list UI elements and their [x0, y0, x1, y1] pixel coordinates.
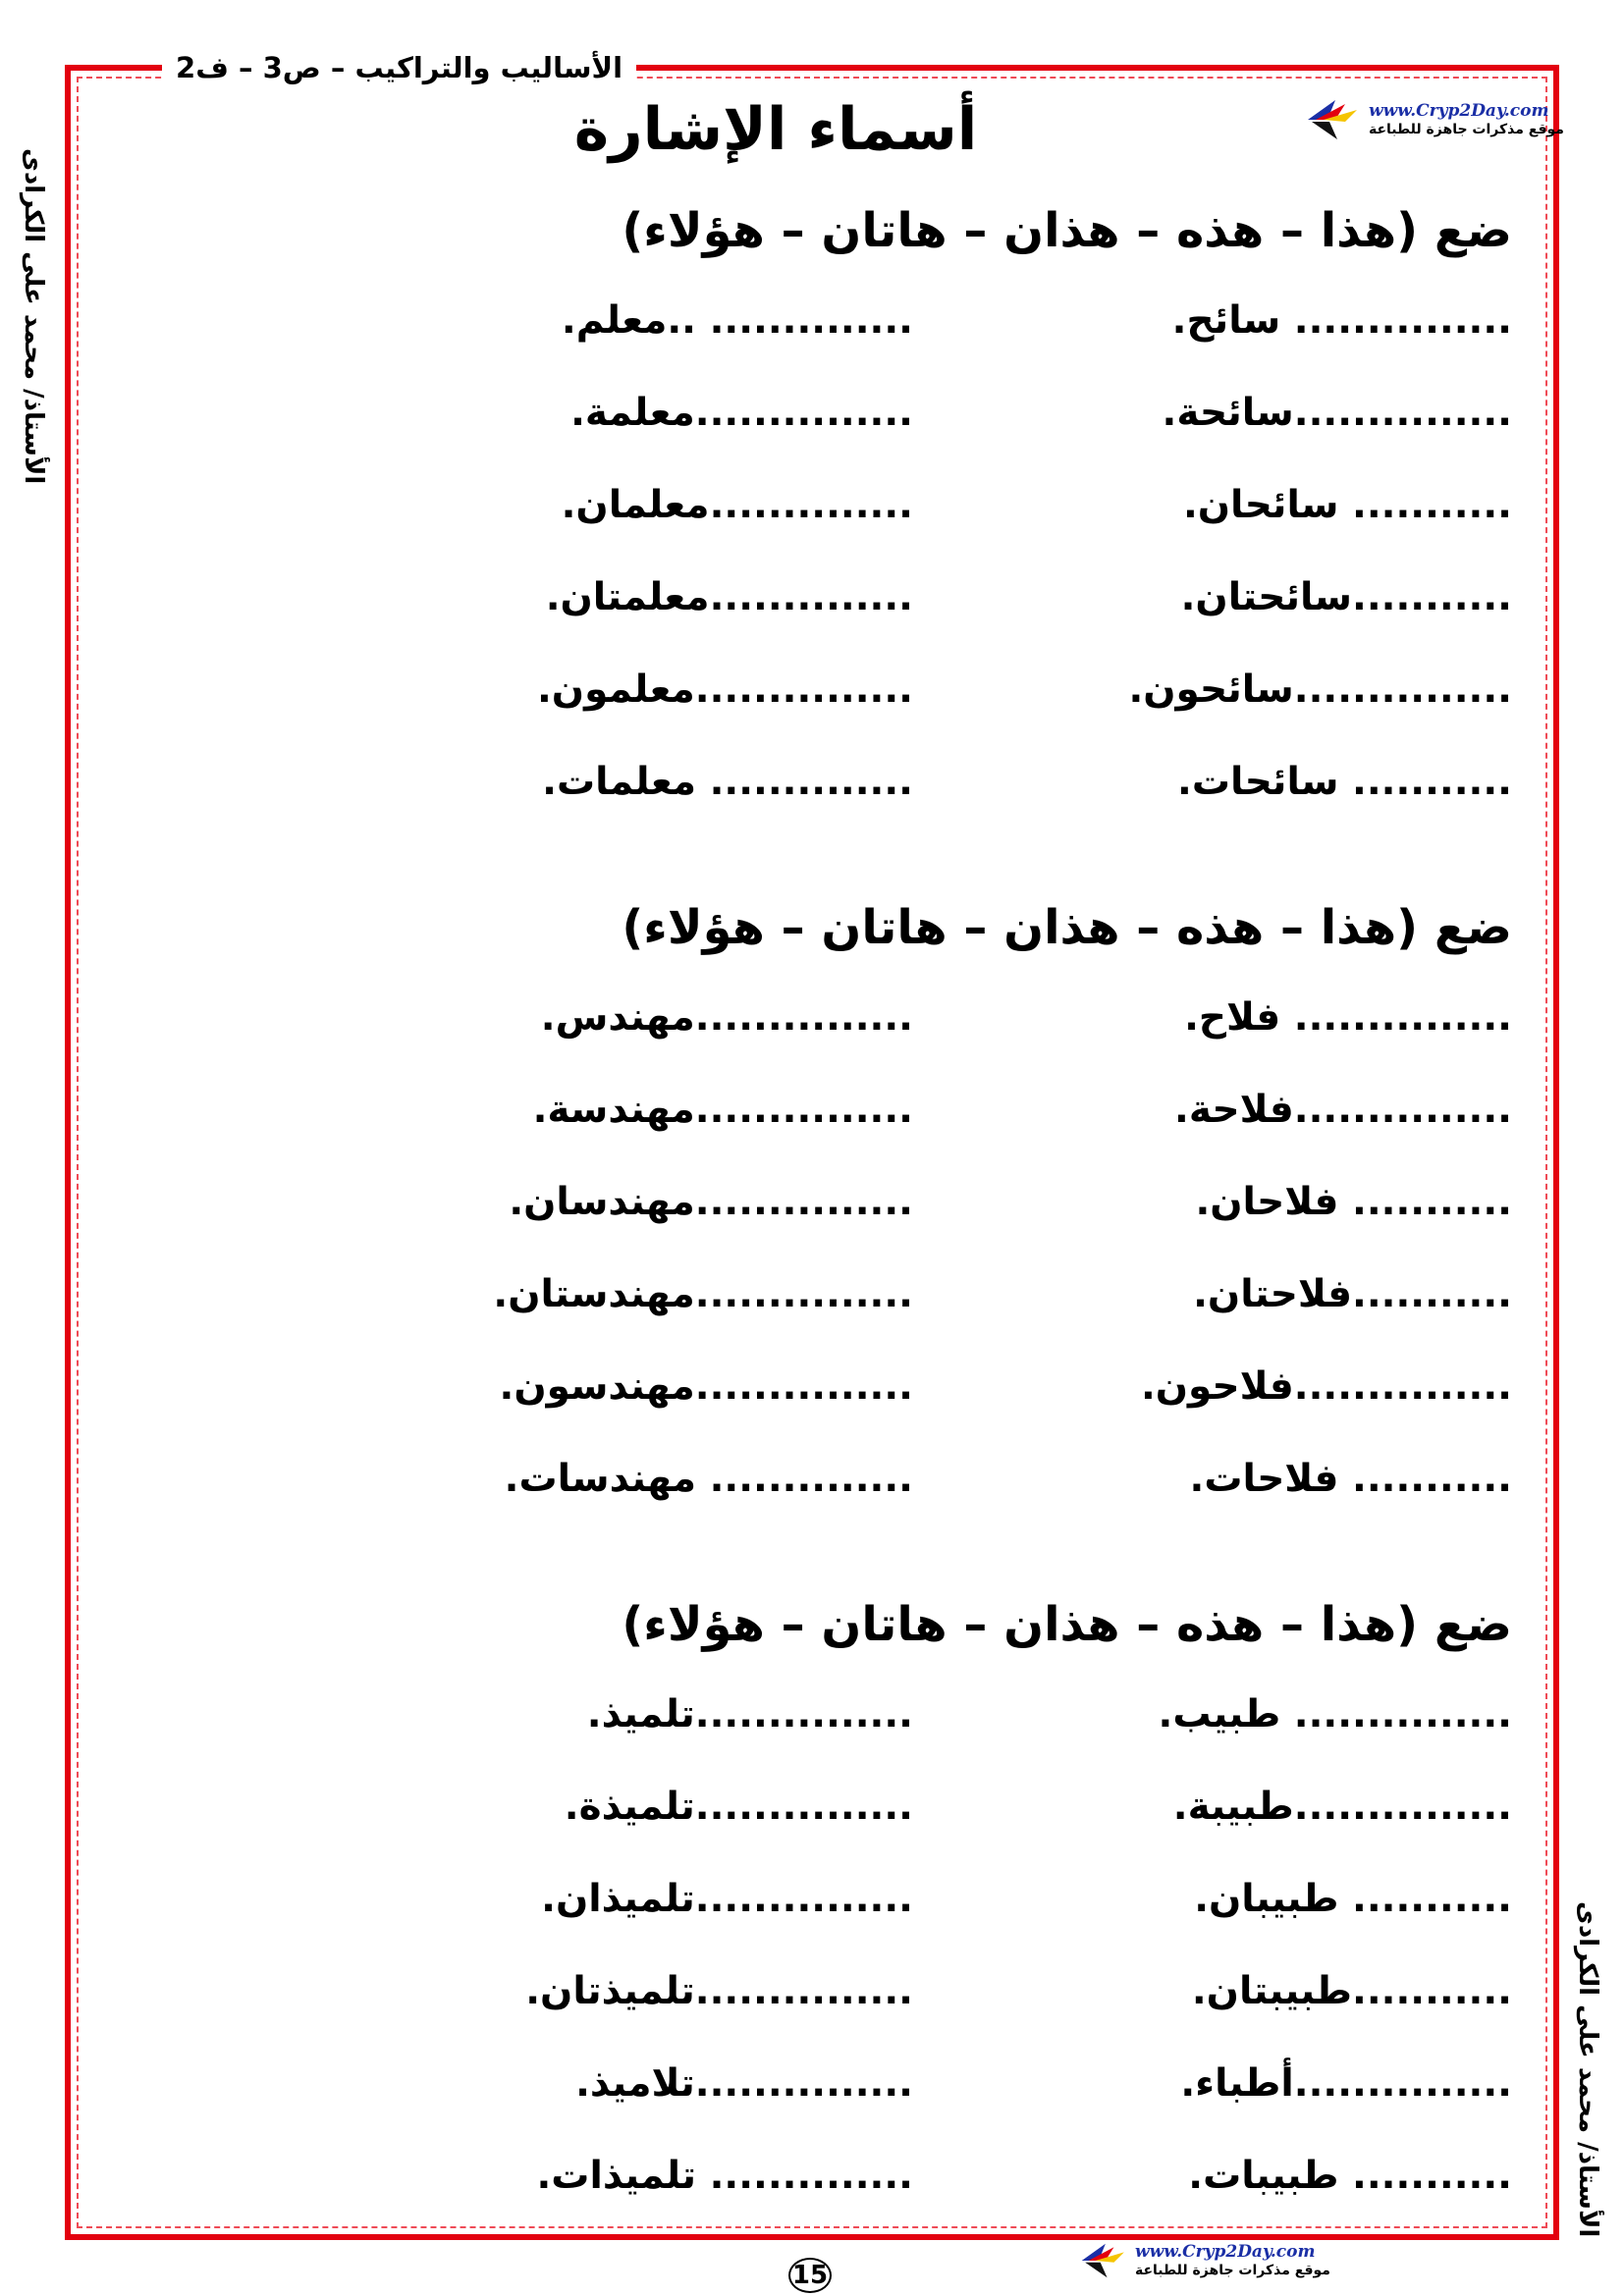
logo-tagline: موقع مذكرات جاهزة للطباعة [1135, 2263, 1330, 2278]
exercise-item: ..............معلمتان. [545, 575, 913, 619]
exercise-item: ...............تلميذ. [586, 1692, 913, 1736]
page-title: أسماء الإشارة [573, 95, 978, 164]
right-column [913, 972, 1512, 1525]
exercise-item: ...........طبيبتان. [1191, 1969, 1512, 2013]
exercise-item: .............. معلمات. [542, 760, 913, 804]
exercise-item: ...............تلميذتان. [525, 1969, 913, 2013]
exercise-item: ........... فلاحان. [1195, 1180, 1512, 1224]
exercise-item: ...............فلاحة. [1174, 1088, 1512, 1132]
page-number: 15 [788, 2258, 832, 2293]
exercise-grid [295, 972, 1512, 1525]
exercise-item: ...............معلمون. [536, 667, 913, 712]
exercise-item: ........... فلاحات. [1189, 1457, 1512, 1501]
teacher-name-left: الأستاذ/ محمد على الكرادى [13, 146, 54, 425]
exercise-item: ............... طبيب. [1158, 1692, 1512, 1736]
exercise-item: ...............مهندسة. [532, 1088, 913, 1132]
exercise-item: .............. تلميذات. [536, 2154, 913, 2198]
instruction: ضع (هذا – هذه – هذان – هاتان – هؤلاء) [622, 203, 1512, 258]
right-column [913, 1669, 1512, 2222]
exercise-item: ...............تلميذة. [564, 1785, 913, 1829]
exercise-grid [295, 275, 1512, 828]
exercise-item: ........... سائحان. [1182, 483, 1512, 527]
teacher-name-right: الأستاذ/ محمد على الكرادى [1567, 1899, 1608, 2178]
logo-tagline: موقع مذكرات جاهزة للطباعة [1369, 122, 1564, 137]
header-label: الأساليب والتراكيب – ص3 – ف2 [162, 51, 636, 84]
left-column [314, 1669, 913, 2222]
exercise-item: ...........سائحتان. [1180, 575, 1512, 619]
exercise-item: ............... فلاح. [1184, 995, 1512, 1040]
exercise-item: ...........فلاحتان. [1193, 1272, 1512, 1316]
instruction: ضع (هذا – هذه – هذان – هاتان – هؤلاء) [622, 1597, 1512, 1652]
logo-icon [1080, 2241, 1129, 2280]
exercise-item: ...............فلاحون. [1140, 1364, 1512, 1409]
exercise-item: ...............سائحة. [1162, 391, 1512, 435]
left-column [314, 972, 913, 1525]
exercise-item: ............... سائح. [1171, 298, 1512, 343]
exercise-section-2 [295, 883, 1512, 1525]
instruction: ضع (هذا – هذه – هذان – هاتان – هؤلاء) [622, 900, 1512, 955]
exercise-item: ...............تلاميذ. [575, 2061, 913, 2106]
exercise-item: ...............أطباء. [1180, 2061, 1512, 2106]
exercise-item: ........... طبيبات. [1188, 2154, 1512, 2198]
exercise-item: ...............تلميذان. [541, 1877, 913, 1921]
exercise-item: .............. مهندسات. [504, 1457, 913, 1501]
exercise-item: .............. ..معلم. [561, 298, 913, 343]
exercise-item: ...............مهندستان. [493, 1272, 913, 1316]
logo-url: www.Cryp2Day.com [1135, 2242, 1316, 2262]
exercise-section-1 [295, 187, 1512, 828]
site-logo-bottom [1080, 2241, 1330, 2280]
exercise-item: ...............معلمة. [570, 391, 913, 435]
logo-icon [1306, 98, 1363, 141]
exercise-item: ...............مهندسون. [499, 1364, 913, 1409]
exercise-item: ...............مهندس. [540, 995, 913, 1040]
exercise-section-3 [295, 1580, 1512, 2222]
exercise-item: ...............سائحون. [1128, 667, 1512, 712]
site-logo-top [1306, 98, 1564, 141]
exercise-item: ........... سائحات. [1177, 760, 1512, 804]
exercise-item: ...............مهندسان. [509, 1180, 913, 1224]
exercise-item: ...............طبيبة. [1172, 1785, 1512, 1829]
exercise-item: ........... طبيبان. [1194, 1877, 1512, 1921]
logo-url: www.Cryp2Day.com [1369, 101, 1549, 121]
exercise-item: ..............معلمان. [561, 483, 913, 527]
right-column [913, 275, 1512, 828]
exercise-grid [295, 1669, 1512, 2222]
left-column [314, 275, 913, 828]
